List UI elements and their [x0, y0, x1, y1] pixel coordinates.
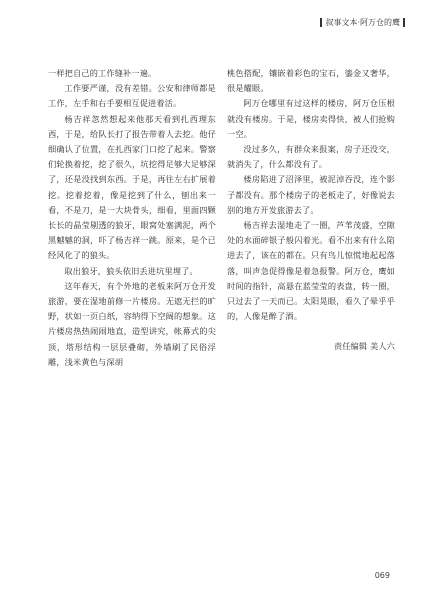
- paragraph: 这年春天，有个外地的老板来阿万仓开发旅游，要在湿地前修一片楼房。无遮无拦的旷野，状如一页白纸，容纳得下空阔的想象。这片楼房热热闹闹地直，造型讲究，帐幕式的尖顶，塔形结构一层层叠砌，外墙刷了民俗浮雕，浅米黄色与深胡: [48, 280, 216, 367]
- paragraph: 楼房陷进了沼泽里，被泥淖吞没，连个影子都没有。那个楼房子的老板走了，好像说去别的地方开发旅游去了。: [227, 174, 395, 215]
- paragraph: 一样把自己的工作缝补一遍。: [48, 68, 157, 78]
- paragraph: 工作要严谨，没有差错。公安和律师都是工作，左手和右手要相互促进着活。: [48, 83, 216, 109]
- paragraph: 杨吉祥忽然想起来他那天看到扎西理东西，于是，给队长打了报告带着人去挖。他仔细确认了位置，在扎西家门口挖了起来。警察们轮换着挖，挖了很久，坑挖得足够大足够深了，还是没找到东西。于是，再往左右扩展着挖。挖着挖着，像是挖到了什么，刨出来一看，不是刀，是一大块骨头，细看，里面四颗长长的晶莹剔透的狼牙，眼窝处塞满泥，两个黑魆魆的洞，吓了杨吉祥一跳。原来，是个已经风化了的狼头。: [48, 113, 216, 261]
- paragraph: 取出狼牙，狼头依旧丢进坑里埋了。: [64, 265, 198, 276]
- page-number: 069: [374, 571, 390, 580]
- editor-credit: 责任编辑 美人六: [333, 341, 395, 352]
- paragraph: 杨吉祥去湿地走了一圈，芦苇茂盛，空隙处的水面碎银子般闪着光。看不出来有什么陷进去了，该在的都在。只有鸟儿惊慌地起起落落，叫声急促得像是着急报警。阿万仓，鹰如时间的指针，高悬在蓝莹莹的表盘，转一圈，只过去了一天而已。太阳晃眼，看久了晕乎乎的，人像是醉了酒。: [227, 220, 395, 322]
- header-section-title: 叙事文本·阿万仓的鹰: [325, 18, 400, 27]
- running-header: [320, 17, 405, 28]
- paragraph: 桃色搭配，镶嵌着彩色的宝石，鎏金又奢华，很是耀眼。: [227, 68, 395, 94]
- paragraph: 阿万仓哪里有过这样的楼房，阿万仓压根就没有楼房。于是，楼房卖得快，被人们抢购一空。: [227, 98, 395, 139]
- header-bar-left: [320, 18, 322, 27]
- left-column: [48, 66, 216, 370]
- right-column: [227, 66, 395, 355]
- header-bar-right: [403, 18, 405, 27]
- paragraph: 没过多久，有群众来报案，房子还没交，就消失了，什么都没有了。: [227, 144, 395, 170]
